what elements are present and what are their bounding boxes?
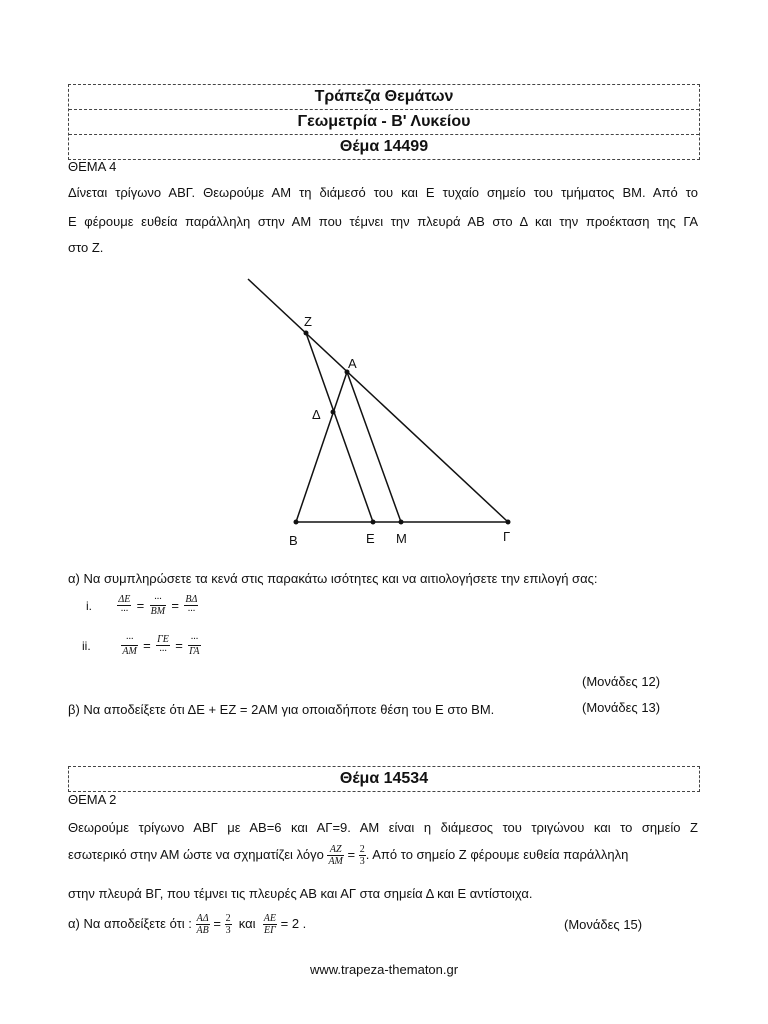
label-z: Ζ bbox=[304, 314, 312, 329]
point-e bbox=[371, 520, 376, 525]
problem2-line1: Θεωρούμε τρίγωνο ΑΒΓ με ΑΒ=6 και ΑΓ=9. ΑΜ είναι η διάμεσος του τριγώνου και το σημείο Ζ bbox=[68, 820, 698, 835]
point-m bbox=[399, 520, 404, 525]
point-d bbox=[331, 410, 336, 415]
problem1-line2: Ε φέρουμε ευθεία παράλληλη στην ΑΜ που τέμνει την πλευρά ΑΒ στο Δ και την προέκταση της ΓΑ bbox=[68, 214, 698, 229]
problem1-part-b: β) Να αποδείξετε ότι ΔΕ + ΕΖ = 2ΑΜ για οποιαδήποτε θέση του Ε στο ΒΜ. bbox=[68, 702, 495, 717]
fraction: $\frac{\Gamma E}{\cdot\cdot\cdot}$ bbox=[157, 634, 169, 657]
equation-i: i. $\frac{\Delta E}{\cdot\cdot\cdot}$ = $\frac{\cdot\cdot\cdot}{BM}$ = $\frac{B\Delta}{\cdot\cdot\cdot}$ bbox=[86, 594, 198, 617]
segment-ab bbox=[296, 372, 347, 522]
fraction: $\frac{\Delta E}{\cdot\cdot\cdot}$ bbox=[118, 594, 131, 617]
fraction: $\frac{\cdot\cdot\cdot}{BM}$ bbox=[150, 594, 166, 617]
ratio-value: $\frac{2}{3}$ bbox=[359, 844, 365, 867]
label-d: Δ bbox=[312, 407, 321, 422]
ratio-fraction: $\frac{AZ}{AM}$ bbox=[328, 844, 343, 867]
label-e: Ε bbox=[366, 531, 375, 546]
label-a: Α bbox=[348, 356, 357, 371]
problem2-line2: εσωτερικό στην ΑΜ ώστε να σχηματίζει λόγο $\frac{AZ}{AM}$ = $\frac{2}{3}$ . Από το σημείο Ζ φέρουμε ευθεία παράλληλη bbox=[68, 844, 629, 867]
fraction: $\frac{\cdot\cdot\cdot}{AM}$ bbox=[122, 634, 137, 657]
problem2-line3: στην πλευρά ΒΓ, που τέμνει τις πλευρές ΑΒ και ΑΓ στα σημεία Δ και Ε αντίστοιχα. bbox=[68, 886, 533, 901]
label-m: Μ bbox=[396, 531, 407, 546]
topic-number-2: Θέμα 14534 bbox=[339, 770, 429, 787]
equation-ii-label: ii. bbox=[82, 638, 91, 653]
points-a-2: (Μονάδες 15) bbox=[564, 917, 643, 932]
points-b: (Μονάδες 13) bbox=[582, 700, 661, 715]
point-g bbox=[506, 520, 511, 525]
problem2-line2-post: . Από το σημείο Ζ φέρουμε ευθεία παράλληλη bbox=[365, 846, 629, 862]
problem1-line3: στο Ζ. bbox=[68, 240, 104, 255]
fraction-ae-eg: $\frac{AE}{E\Gamma}$ bbox=[263, 913, 276, 936]
equation-i-label: i. bbox=[86, 598, 92, 613]
fraction: $\frac{\cdot\cdot\cdot}{\Gamma A}$ bbox=[189, 634, 200, 657]
bank-title: Τράπεζα Θεμάτων bbox=[314, 88, 454, 105]
topic-number: Θέμα 14499 bbox=[69, 134, 699, 159]
segment-am bbox=[347, 372, 401, 522]
fraction: $\frac{B\Delta}{\cdot\cdot\cdot}$ bbox=[185, 594, 198, 617]
problem2-tag: ΘΕΜΑ 2 bbox=[68, 792, 117, 807]
fraction-2-3: $\frac{2}{3}$ bbox=[225, 913, 231, 936]
course-title: Γεωμετρία - Β' Λυκείου bbox=[69, 109, 699, 134]
segment-ze bbox=[306, 333, 373, 522]
label-g: Γ bbox=[503, 529, 511, 544]
label-b: Β bbox=[289, 533, 298, 548]
line-ga-extension bbox=[248, 279, 508, 522]
point-b bbox=[294, 520, 299, 525]
problem1-tag: ΘΕΜΑ 4 bbox=[68, 159, 117, 174]
header-box-2 bbox=[68, 766, 700, 792]
fraction-ad-ab: $\frac{A\Delta}{AB}$ bbox=[196, 913, 209, 936]
problem2-part-a: α) Να αποδείξετε ότι : $\frac{A\Delta}{AB}$ = $\frac{2}{3}$ και $\frac{AE}{E\Gamma}$ = 2 . bbox=[68, 913, 307, 936]
points-a: (Μονάδες 12) bbox=[582, 674, 661, 689]
problem1-part-a: α) Να συμπληρώσετε τα κενά στις παρακάτω ισότητες και να αιτιολογήσετε την επιλογή σας: bbox=[68, 571, 598, 586]
point-z bbox=[304, 331, 309, 336]
footer-url[interactable]: www.trapeza-thematon.gr bbox=[309, 962, 459, 977]
problem2-line2-pre: εσωτερικό στην ΑΜ ώστε να σχηματίζει λόγο bbox=[68, 846, 324, 862]
equation-ii: ii. $\frac{\cdot\cdot\cdot}{AM}$ = $\frac{\Gamma E}{\cdot\cdot\cdot}$ = $\frac{\cdot\cdot\cdot}{\Gamma A}$ bbox=[82, 634, 200, 657]
problem1-line1: Δίνεται τρίγωνο ΑΒΓ. Θεωρούμε ΑΜ τη διάμεσό του και Ε τυχαίο σημείο του τμήματος ΒΜ. Από το bbox=[68, 185, 698, 200]
